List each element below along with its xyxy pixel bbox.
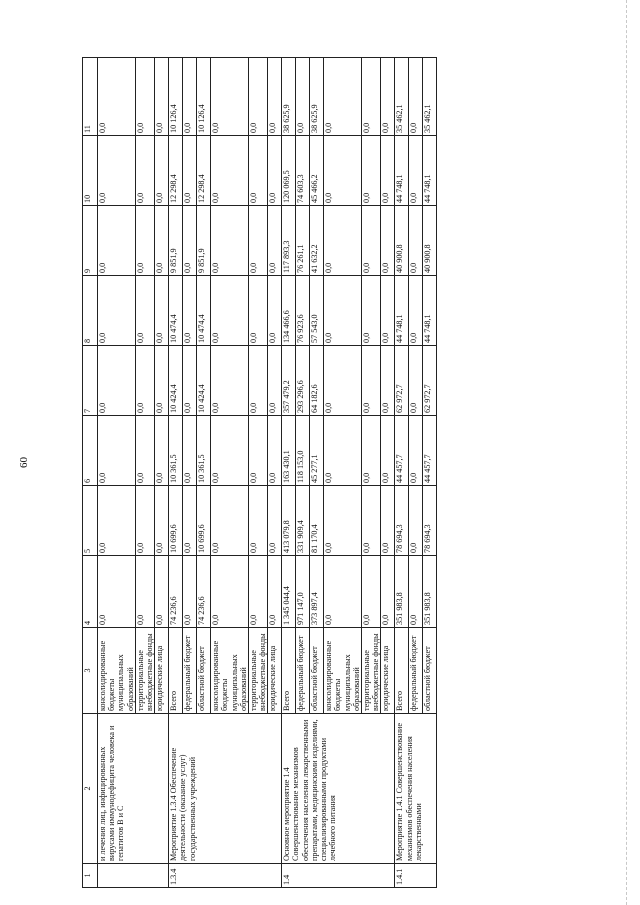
value-cell: 0,0 <box>248 136 267 206</box>
page-number: 60 <box>18 457 30 468</box>
value-cell: 0,0 <box>362 206 381 276</box>
value-cell: 0,0 <box>248 58 267 136</box>
funding-source-cell: территориальные внебюджетные фонды <box>135 628 154 714</box>
funding-source-cell: федеральный бюджет <box>409 628 423 714</box>
header-cell: 5 <box>83 486 98 556</box>
header-cell: 6 <box>83 416 98 486</box>
value-cell: 0,0 <box>183 206 197 276</box>
value-cell: 0,0 <box>324 58 362 136</box>
value-cell: 0,0 <box>211 346 249 416</box>
value-cell: 0,0 <box>381 346 395 416</box>
value-cell: 78 694,3 <box>395 486 409 556</box>
funding-source-cell: Всего <box>169 628 183 714</box>
value-cell: 0,0 <box>135 556 154 628</box>
value-cell: 0,0 <box>98 206 136 276</box>
value-cell: 413 079,8 <box>282 486 296 556</box>
value-cell: 0,0 <box>155 416 169 486</box>
value-cell: 971 147,0 <box>296 556 310 628</box>
value-cell: 12 298,4 <box>197 136 211 206</box>
value-cell: 44 457,7 <box>423 416 437 486</box>
value-cell: 0,0 <box>248 416 267 486</box>
value-cell: 45 277,1 <box>310 416 324 486</box>
value-cell: 0,0 <box>268 206 282 276</box>
value-cell: 0,0 <box>98 58 136 136</box>
table-row <box>282 58 296 888</box>
value-cell: 373 897,4 <box>310 556 324 628</box>
value-cell: 57 543,0 <box>310 276 324 346</box>
funding-source-cell: Всего <box>395 628 409 714</box>
value-cell: 0,0 <box>183 58 197 136</box>
value-cell: 76 261,1 <box>296 206 310 276</box>
header-cell: 3 <box>83 628 98 714</box>
value-cell: 351 983,8 <box>423 556 437 628</box>
value-cell: 0,0 <box>183 136 197 206</box>
item-name-cell: Мероприятие 1.4.1 Совершенствование механизмов обеспечения населения лекарственными <box>395 714 437 864</box>
value-cell: 0,0 <box>268 486 282 556</box>
value-cell: 0,0 <box>155 136 169 206</box>
value-cell: 78 694,3 <box>423 486 437 556</box>
value-cell: 44 748,1 <box>423 136 437 206</box>
budget-table <box>82 57 437 888</box>
value-cell: 1 345 044,4 <box>282 556 296 628</box>
value-cell: 0,0 <box>183 556 197 628</box>
value-cell: 0,0 <box>268 136 282 206</box>
value-cell: 0,0 <box>324 276 362 346</box>
item-code-cell <box>98 864 169 888</box>
value-cell: 10 474,4 <box>169 276 183 346</box>
value-cell: 35 462,1 <box>423 58 437 136</box>
value-cell: 0,0 <box>211 416 249 486</box>
value-cell: 0,0 <box>409 206 423 276</box>
value-cell: 0,0 <box>248 486 267 556</box>
value-cell: 0,0 <box>98 276 136 346</box>
value-cell: 0,0 <box>248 276 267 346</box>
value-cell: 0,0 <box>211 486 249 556</box>
value-cell: 0,0 <box>248 206 267 276</box>
value-cell: 0,0 <box>135 276 154 346</box>
value-cell: 9 851,9 <box>197 206 211 276</box>
funding-source-cell: областной бюджет <box>310 628 324 714</box>
value-cell: 81 170,4 <box>310 486 324 556</box>
value-cell: 0,0 <box>409 276 423 346</box>
header-cell: 1 <box>83 864 98 888</box>
scan-edge <box>626 0 640 905</box>
funding-source-cell: территориальные внебюджетные фонды <box>362 628 381 714</box>
funding-source-cell: консолидированные бюджеты муниципальных образований <box>324 628 362 714</box>
value-cell: 0,0 <box>381 416 395 486</box>
header-cell: 9 <box>83 206 98 276</box>
value-cell: 0,0 <box>183 276 197 346</box>
value-cell: 0,0 <box>409 556 423 628</box>
rotated-table-container <box>82 58 610 888</box>
value-cell: 0,0 <box>98 346 136 416</box>
value-cell: 40 900,8 <box>423 206 437 276</box>
value-cell: 0,0 <box>135 58 154 136</box>
value-cell: 10 474,4 <box>197 276 211 346</box>
header-cell: 2 <box>83 714 98 864</box>
value-cell: 10 361,5 <box>169 416 183 486</box>
value-cell: 0,0 <box>409 58 423 136</box>
value-cell: 0,0 <box>324 556 362 628</box>
item-code-cell: 1.4.1 <box>395 864 437 888</box>
table-row <box>98 58 136 888</box>
value-cell: 0,0 <box>268 556 282 628</box>
value-cell: 331 909,4 <box>296 486 310 556</box>
value-cell: 9 851,9 <box>169 206 183 276</box>
value-cell: 0,0 <box>135 416 154 486</box>
value-cell: 12 298,4 <box>169 136 183 206</box>
value-cell: 74 603,3 <box>296 136 310 206</box>
funding-source-cell: консолидированные бюджеты муниципальных образований <box>98 628 136 714</box>
value-cell: 293 296,6 <box>296 346 310 416</box>
value-cell: 0,0 <box>155 556 169 628</box>
value-cell: 0,0 <box>248 346 267 416</box>
value-cell: 0,0 <box>135 206 154 276</box>
value-cell: 134 466,6 <box>282 276 296 346</box>
funding-source-cell: федеральный бюджет <box>183 628 197 714</box>
value-cell: 44 748,1 <box>395 276 409 346</box>
value-cell: 0,0 <box>362 486 381 556</box>
value-cell: 0,0 <box>183 486 197 556</box>
value-cell: 0,0 <box>381 276 395 346</box>
value-cell: 44 748,1 <box>423 276 437 346</box>
value-cell: 0,0 <box>409 346 423 416</box>
value-cell: 0,0 <box>98 416 136 486</box>
item-name-cell: и лечения лиц, инфицированных вирусами иммунодефицита человека и гепатитов B и C <box>98 714 169 864</box>
funding-source-cell: юридические лица <box>381 628 395 714</box>
funding-source-cell: юридические лица <box>268 628 282 714</box>
funding-source-cell: федеральный бюджет <box>296 628 310 714</box>
value-cell: 0,0 <box>381 58 395 136</box>
value-cell: 0,0 <box>409 486 423 556</box>
value-cell: 10 699,6 <box>197 486 211 556</box>
value-cell: 0,0 <box>135 136 154 206</box>
value-cell: 62 972,7 <box>395 346 409 416</box>
value-cell: 0,0 <box>409 416 423 486</box>
value-cell: 38 625,9 <box>282 58 296 136</box>
value-cell: 0,0 <box>381 136 395 206</box>
value-cell: 0,0 <box>296 58 310 136</box>
funding-source-cell: областной бюджет <box>423 628 437 714</box>
value-cell: 0,0 <box>135 346 154 416</box>
value-cell: 10 126,4 <box>169 58 183 136</box>
funding-source-cell: Всего <box>282 628 296 714</box>
value-cell: 120 069,5 <box>282 136 296 206</box>
value-cell: 0,0 <box>155 58 169 136</box>
value-cell: 44 457,7 <box>395 416 409 486</box>
value-cell: 0,0 <box>155 486 169 556</box>
item-name-cell: Основное мероприятие 1.4 Совершенствование механизмов обеспечения населения лекарственными препаратами, медицинскими изделиями, специализированными продуктами лечебного питания <box>282 714 395 864</box>
value-cell: 117 893,3 <box>282 206 296 276</box>
table-body <box>98 58 437 888</box>
value-cell: 0,0 <box>362 346 381 416</box>
value-cell: 0,0 <box>268 276 282 346</box>
item-code-cell: 1.3.4 <box>169 864 282 888</box>
table-row <box>395 58 409 888</box>
value-cell: 118 153,0 <box>296 416 310 486</box>
value-cell: 0,0 <box>211 276 249 346</box>
value-cell: 10 424,4 <box>197 346 211 416</box>
value-cell: 62 972,7 <box>423 346 437 416</box>
value-cell: 0,0 <box>248 556 267 628</box>
value-cell: 351 983,8 <box>395 556 409 628</box>
value-cell: 0,0 <box>324 136 362 206</box>
value-cell: 163 430,1 <box>282 416 296 486</box>
value-cell: 74 236,6 <box>169 556 183 628</box>
header-cell: 11 <box>83 58 98 136</box>
value-cell: 0,0 <box>135 486 154 556</box>
value-cell: 0,0 <box>362 276 381 346</box>
funding-source-cell: территориальные внебюджетные фонды <box>248 628 267 714</box>
value-cell: 0,0 <box>268 346 282 416</box>
value-cell: 0,0 <box>362 416 381 486</box>
value-cell: 38 625,9 <box>310 58 324 136</box>
value-cell: 0,0 <box>211 556 249 628</box>
value-cell: 0,0 <box>324 416 362 486</box>
value-cell: 10 424,4 <box>169 346 183 416</box>
header-cell: 10 <box>83 136 98 206</box>
value-cell: 0,0 <box>211 58 249 136</box>
funding-source-cell: областной бюджет <box>197 628 211 714</box>
value-cell: 0,0 <box>409 136 423 206</box>
value-cell: 64 182,6 <box>310 346 324 416</box>
funding-source-cell: консолидированные бюджеты муниципальных образований <box>211 628 249 714</box>
item-code-cell: 1.4 <box>282 864 395 888</box>
value-cell: 45 466,2 <box>310 136 324 206</box>
value-cell: 0,0 <box>155 346 169 416</box>
value-cell: 0,0 <box>362 556 381 628</box>
value-cell: 0,0 <box>362 136 381 206</box>
value-cell: 0,0 <box>324 346 362 416</box>
value-cell: 0,0 <box>324 206 362 276</box>
value-cell: 44 748,1 <box>395 136 409 206</box>
value-cell: 0,0 <box>381 206 395 276</box>
value-cell: 35 462,1 <box>395 58 409 136</box>
value-cell: 0,0 <box>183 346 197 416</box>
value-cell: 10 699,6 <box>169 486 183 556</box>
value-cell: 0,0 <box>211 206 249 276</box>
value-cell: 0,0 <box>362 58 381 136</box>
value-cell: 0,0 <box>98 556 136 628</box>
header-cell: 8 <box>83 276 98 346</box>
value-cell: 0,0 <box>381 556 395 628</box>
funding-source-cell: юридические лица <box>155 628 169 714</box>
value-cell: 357 479,2 <box>282 346 296 416</box>
value-cell: 0,0 <box>183 416 197 486</box>
item-name-cell: Мероприятие 1.3.4 Обеспечение деятельности (оказание услуг) государственных учреждений <box>169 714 282 864</box>
value-cell: 0,0 <box>268 58 282 136</box>
value-cell: 0,0 <box>211 136 249 206</box>
value-cell: 41 632,2 <box>310 206 324 276</box>
table-row <box>169 58 183 888</box>
value-cell: 0,0 <box>98 486 136 556</box>
value-cell: 0,0 <box>324 486 362 556</box>
value-cell: 0,0 <box>155 206 169 276</box>
header-cell: 7 <box>83 346 98 416</box>
value-cell: 0,0 <box>155 276 169 346</box>
header-row <box>83 58 98 888</box>
value-cell: 76 923,6 <box>296 276 310 346</box>
value-cell: 0,0 <box>98 136 136 206</box>
value-cell: 0,0 <box>268 416 282 486</box>
value-cell: 10 361,5 <box>197 416 211 486</box>
value-cell: 40 900,8 <box>395 206 409 276</box>
value-cell: 74 236,6 <box>197 556 211 628</box>
header-cell: 4 <box>83 556 98 628</box>
value-cell: 10 126,4 <box>197 58 211 136</box>
value-cell: 0,0 <box>381 486 395 556</box>
